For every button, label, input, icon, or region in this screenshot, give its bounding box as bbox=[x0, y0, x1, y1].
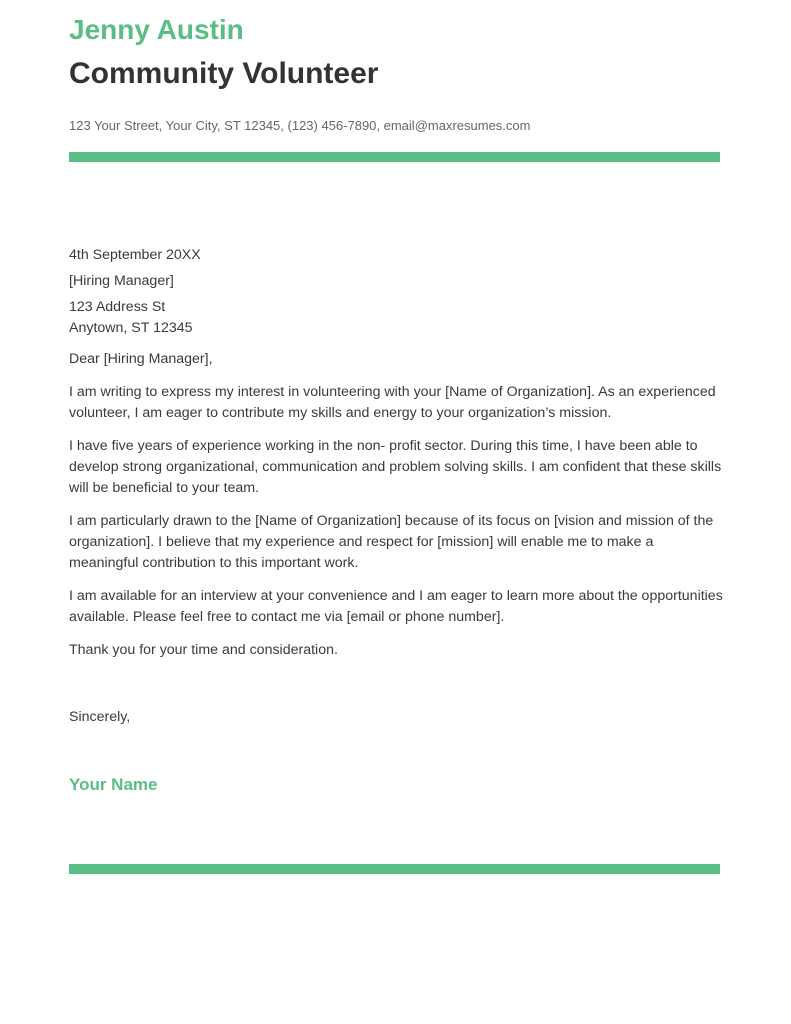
salutation: Dear [Hiring Manager], bbox=[69, 351, 213, 367]
bottom-divider bbox=[69, 864, 720, 874]
contact-info: 123 Your Street, Your City, ST 12345, (123) 456-7890, email@maxresumes.com bbox=[69, 118, 531, 133]
sign-off: Sincerely, bbox=[69, 709, 131, 725]
recipient-name: [Hiring Manager] bbox=[69, 273, 174, 289]
letter-body bbox=[69, 245, 724, 728]
signature-name: Your Name bbox=[69, 775, 158, 794]
top-divider bbox=[69, 152, 720, 162]
body-paragraph-1: I am writing to express my interest in volunteering with your [Name of Organization]. As an experienced volunteer, I am eager to contribute my skills and energy to your organization’s mission. bbox=[69, 384, 716, 421]
address-line-2: Anytown, ST 12345 bbox=[69, 320, 193, 336]
address-line-1: 123 Address St bbox=[69, 299, 166, 315]
body-paragraph-4: I am available for an interview at your convenience and I am eager to learn more about the opportunities available. Please feel free to contact me via [email or phone number]. bbox=[69, 588, 723, 625]
body-paragraph-3: I am particularly drawn to the [Name of Organization] because of its focus on [vision and mission of the organization]. I believe that my experience and respect for [mission] will enable me to make a meaningful contribution to this important work. bbox=[69, 513, 714, 571]
body-paragraph-2: I have five years of experience working in the non- profit sector. During this time, I have been able to develop strong organizational, communication and problem solving skills. I am confident that these skills will be beneficial to your team. bbox=[69, 438, 722, 496]
closing-thanks: Thank you for your time and consideration. bbox=[69, 642, 338, 658]
job-title: Community Volunteer bbox=[69, 57, 379, 90]
letter-date: 4th September 20XX bbox=[69, 247, 201, 263]
recipient-address bbox=[69, 297, 724, 339]
applicant-name: Jenny Austin bbox=[69, 14, 244, 45]
